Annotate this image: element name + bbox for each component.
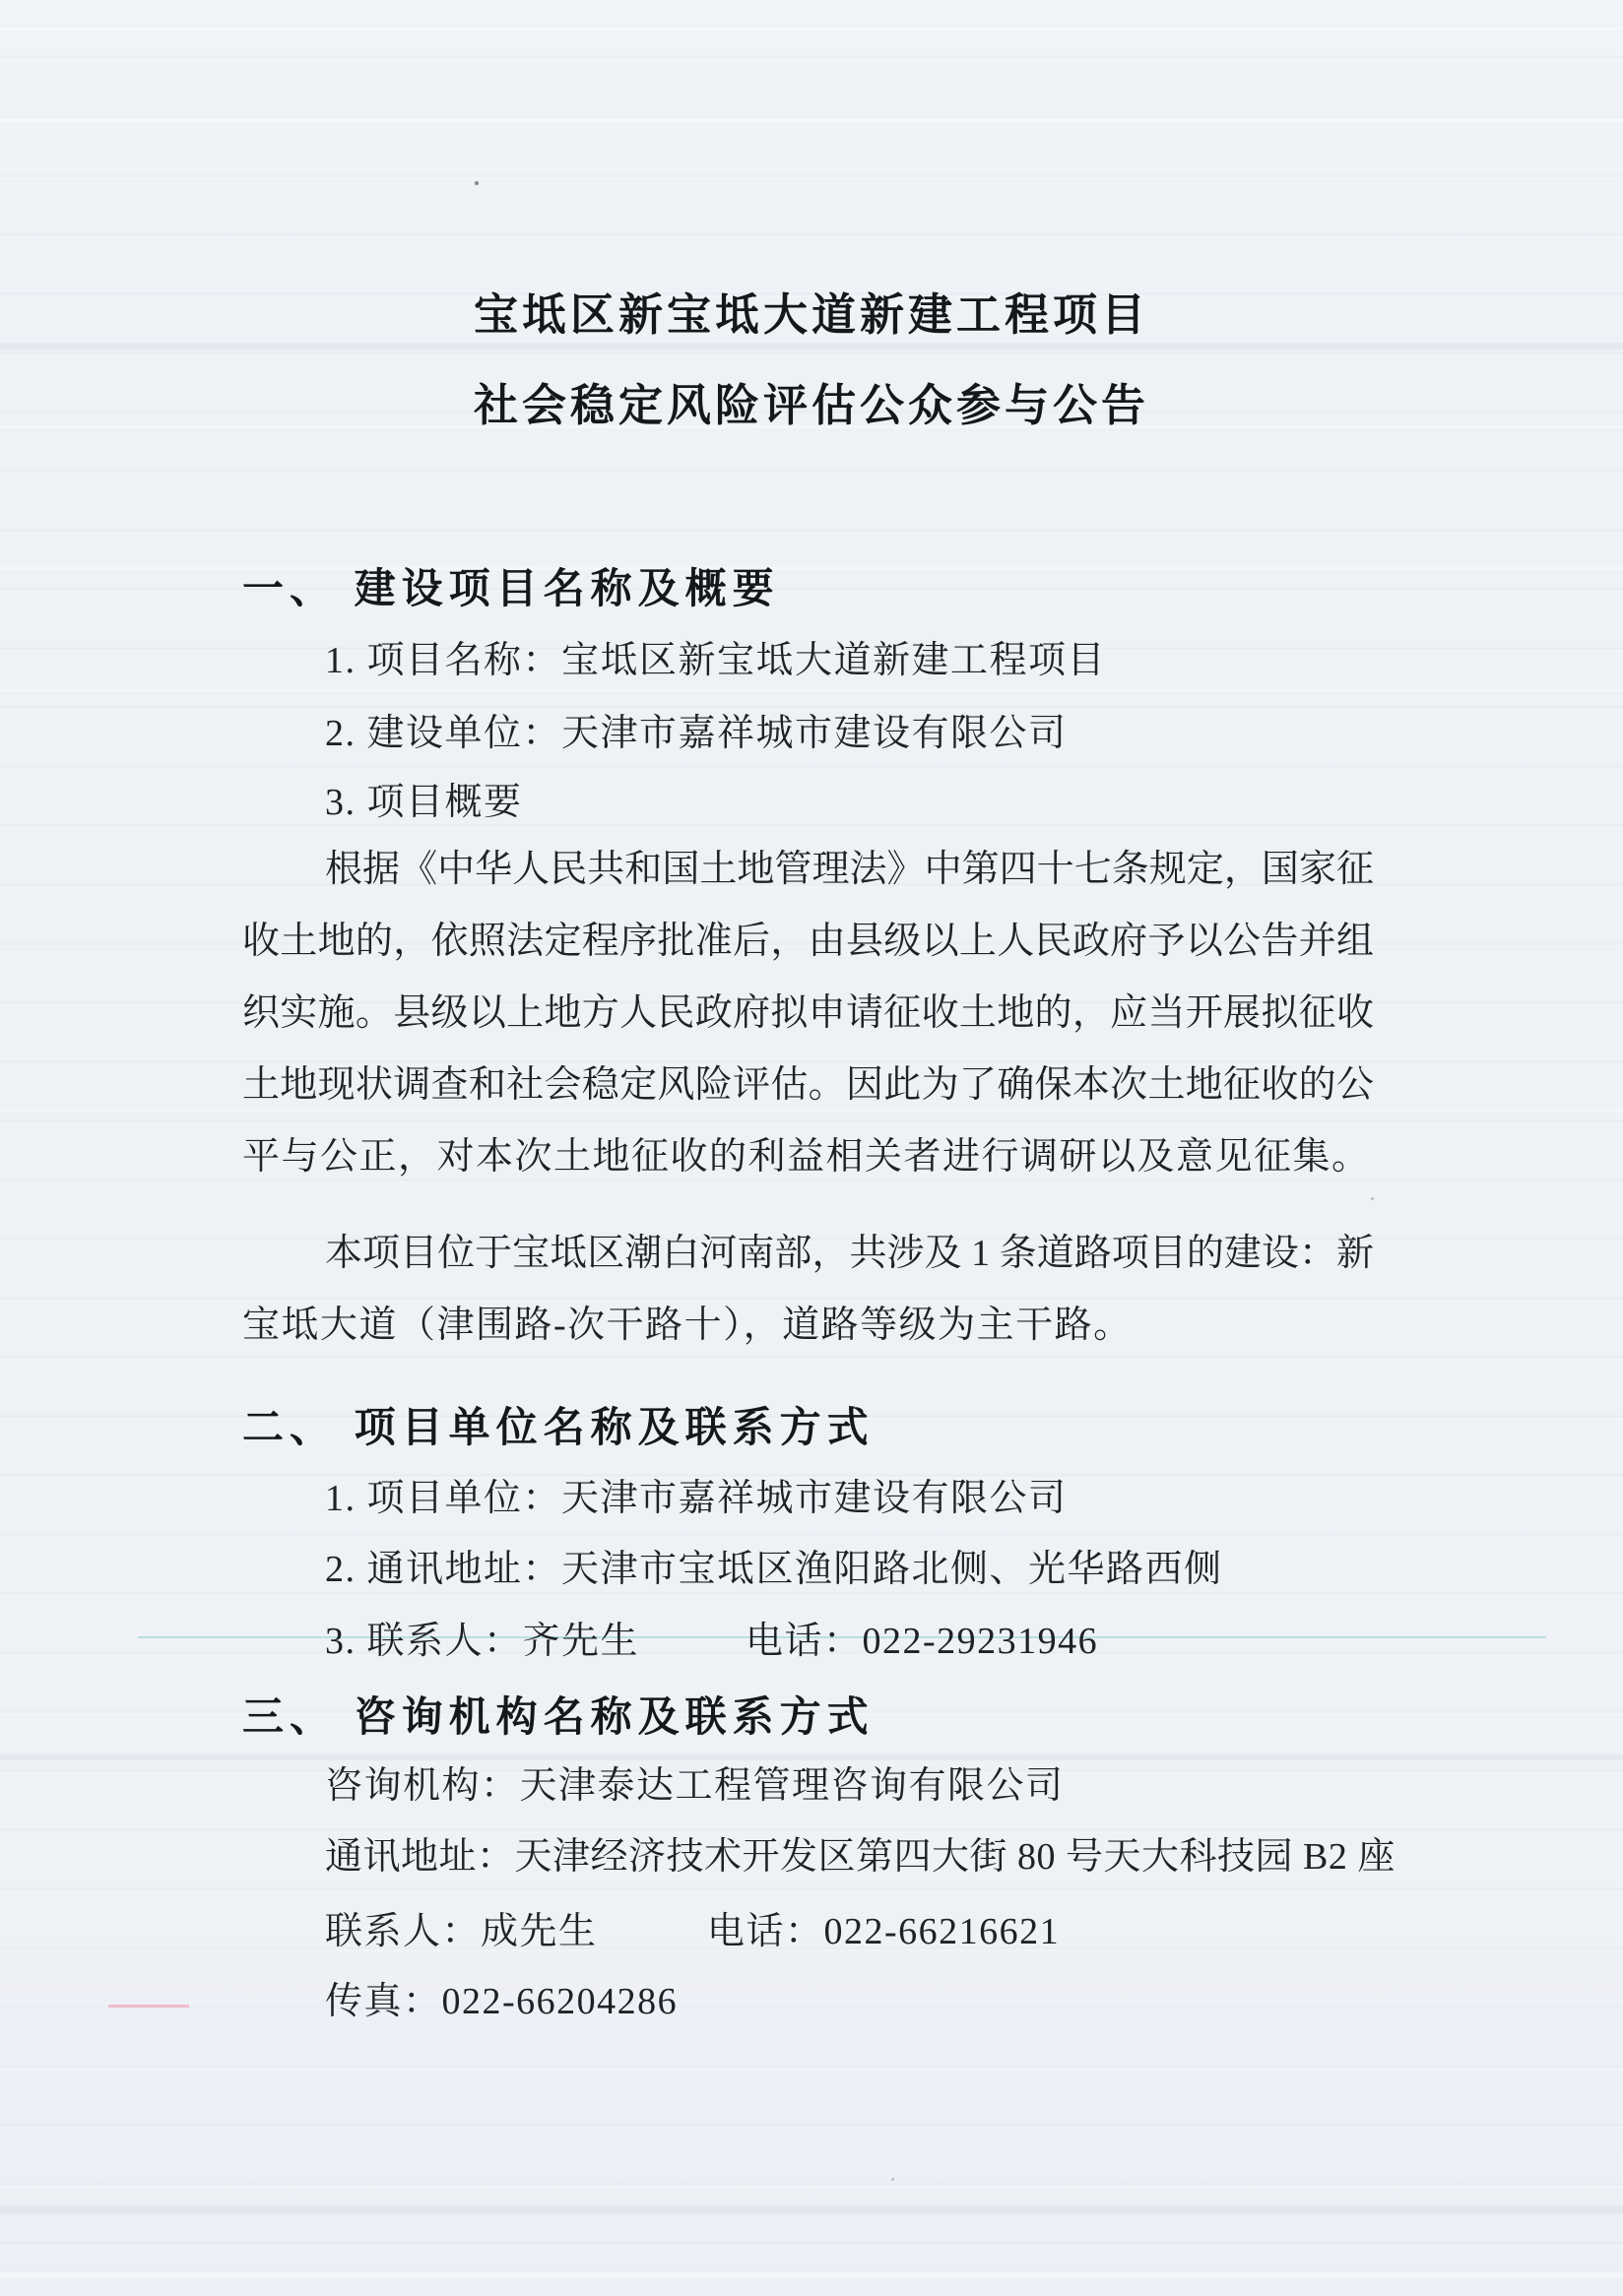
section1-item-construction-unit: 2. 建设单位：天津市嘉祥城市建设有限公司 (325, 713, 1068, 754)
section3-contact-phone: 电话：022-66216621 (707, 1911, 1061, 1952)
section3-heading: 三、 咨询机构名称及联系方式 (242, 1693, 875, 1740)
para2-line1: 本项目位于宝坻区潮白河南部，共涉及 1 条道路项目的建设：新 (325, 1233, 1374, 1274)
para1-line2: 收土地的，依照法定程序批准后，由县级以上人民政府予以公告并组 (242, 921, 1374, 962)
document-title-line2: 社会稳定风险评估公众参与公告 (473, 380, 1149, 430)
para1-line3: 织实施。县级以上地方人民政府拟申请征收土地的，应当开展拟征收 (242, 992, 1374, 1034)
section2-item-contact-person: 3. 联系人：齐先生 (325, 1621, 640, 1662)
para1-line4: 土地现状调查和社会稳定风险评估。因此为了确保本次土地征收的公 (242, 1064, 1374, 1106)
scan-speck (1371, 1197, 1374, 1200)
scan-speck (891, 2178, 894, 2181)
section1-item-project-name: 1. 项目名称：宝坻区新宝坻大道新建工程项目 (325, 640, 1107, 681)
para1-line1: 根据《中华人民共和国土地管理法》中第四十七条规定，国家征 (325, 849, 1374, 890)
section1-heading: 一、 建设项目名称及概要 (242, 565, 780, 611)
scan-band (0, 343, 1623, 350)
scan-speck (475, 181, 479, 185)
section3-fax: 传真：022-66204286 (325, 1981, 679, 2022)
document-title-line1: 宝坻区新宝坻大道新建工程项目 (473, 289, 1149, 340)
scan-streak (0, 28, 1623, 31)
scan-streak (0, 118, 1623, 122)
section3-consulting-agency: 咨询机构：天津泰达工程管理咨询有限公司 (325, 1765, 1065, 1807)
para1-line5: 平与公正，对本次土地征收的利益相关者进行调研以及意见征集。 (242, 1136, 1371, 1178)
scan-streak (0, 689, 1623, 691)
scan-band (0, 1754, 1623, 1760)
section2-heading: 二、 项目单位名称及联系方式 (242, 1404, 875, 1450)
section2-item-project-unit: 1. 项目单位：天津市嘉祥城市建设有限公司 (325, 1478, 1068, 1519)
para2-line2: 宝坻大道（津围路-次干路十），道路等级为主干路。 (242, 1305, 1133, 1346)
scan-streak (0, 2272, 1623, 2278)
scan-band (0, 2205, 1623, 2213)
section3-address: 通讯地址：天津经济技术开发区第四大街 80 号天大科技园 B2 座 (325, 1836, 1396, 1878)
section1-item-project-summary: 3. 项目概要 (325, 782, 523, 823)
section3-contact-person: 联系人：成先生 (325, 1911, 598, 1952)
section2-contact-phone: 电话：022-29231946 (746, 1621, 1099, 1662)
scan-pink-mark-artifact (108, 2005, 189, 2008)
section2-item-address: 2. 通讯地址：天津市宝坻区渔阳路北侧、光华路西侧 (325, 1549, 1223, 1590)
